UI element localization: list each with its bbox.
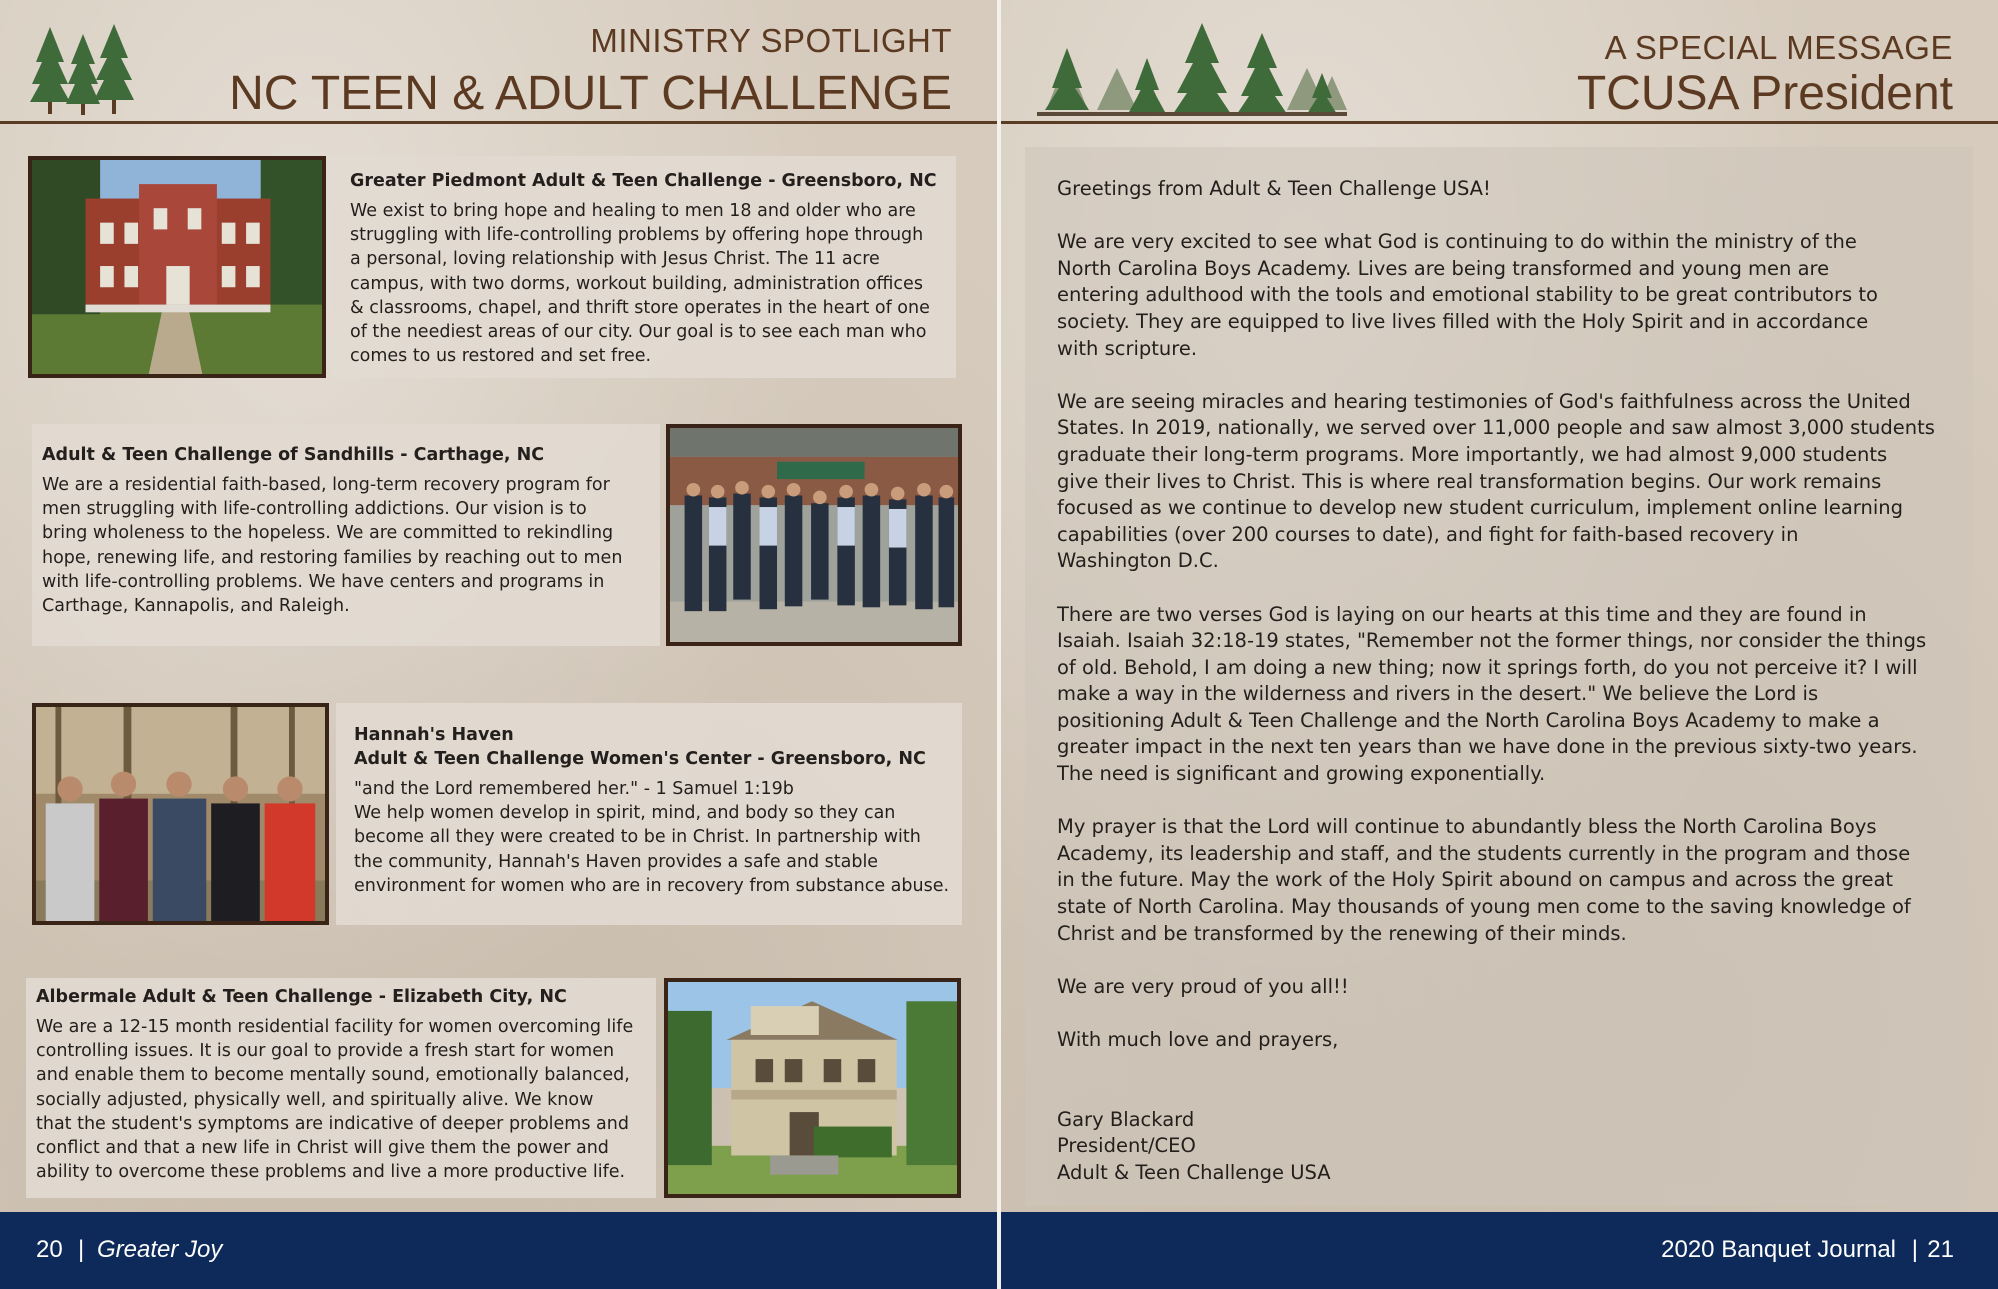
card-body: We exist to bring hope and healing to men 18 and older who are struggling with life-controlling problems by offering hope through a personal, loving relationship with Jesus Christ. The 11 acre campus, with two dorms, workout building, administration offices & classrooms, chapel, and thrift store operates in the heart of one of the neediest areas of our city. Our goal is to see each man who comes to us restored and set free. [350, 201, 930, 367]
letter-line: society. They are equipped to live lives filled with the Holy Spirit and in accordance [1057, 309, 1869, 333]
page-number: 20 [36, 1236, 63, 1263]
header-divider [1001, 121, 1998, 124]
letter-line: Greetings from Adult & Teen Challenge USA! [1057, 177, 1491, 200]
card-title: Adult & Teen Challenge of Sandhills - Carthage, NC [42, 445, 545, 465]
card-body: "and the Lord remembered her." - 1 Samuel 1:19b We help women develop in spirit, mind, and body so they can become all they were created to be in Christ. In partnership with the community, Hannah's Haven provides a safe and stable environment for women who are in recovery from substance abuse. [354, 779, 950, 896]
footer-separator: | [78, 1236, 85, 1263]
letter-closing: With much love and prayers, [1057, 1028, 1339, 1051]
letter-line: make a way in the wilderness and rivers in the desert." We believe the Lord is [1057, 682, 1819, 706]
signature-name: Gary Blackard [1057, 1107, 1195, 1131]
group-photo-men [666, 424, 962, 646]
header-divider [0, 121, 997, 124]
letter-line: focused as we continue to develop new student curriculum, implement online learning [1057, 496, 1903, 520]
letter-line: There are two verses God is laying on our hearts at this time and they are found in [1057, 602, 1867, 626]
letter-line: North Carolina Boys Academy. Lives are being transformed and young men are [1057, 256, 1830, 280]
signature-organization: Adult & Teen Challenge USA [1057, 1160, 1331, 1184]
page-headline: TCUSA President [1576, 67, 1953, 120]
footer-separator: | [1911, 1236, 1918, 1263]
letter-line: give their lives to Christ. This is where real transformation begins. Our work remains [1057, 469, 1882, 493]
house-photo [664, 978, 961, 1198]
page-number: 21 [1927, 1236, 1954, 1263]
section-kicker: A SPECIAL MESSAGE [1604, 29, 1953, 66]
spotlight-card-albermale [26, 978, 656, 1198]
right-page [1001, 0, 1998, 1289]
letter-line: capabilities (over 200 courses to date), and fight for faith-based recovery in [1057, 522, 1799, 546]
card-body: We are a residential faith-based, long-term recovery program for men struggling with life-controlling addictions. Our vision is to bring wholeness to the hopeless. We are committed to rekindling hope, renewing life, and restoring families by reaching out to men with life-controlling problems. We have centers and programs in Carthage, Kannapolis, and Raleigh. [42, 475, 623, 617]
group-photo-women [32, 703, 329, 925]
campus-building-photo [28, 156, 326, 378]
letter-line: graduate their long-term programs. More importantly, we had almost 9,000 students [1057, 442, 1888, 466]
spotlight-card-sandhills [32, 424, 660, 646]
footer-right [1001, 1212, 1998, 1289]
spotlight-card-hannahs-haven [336, 703, 962, 925]
president-letter [1057, 176, 1935, 1187]
publication-name: Greater Joy [97, 1236, 223, 1263]
letter-line: state of North Carolina. May thousands of young men come to the saving knowledge of [1057, 895, 1911, 919]
letter-line: Academy, its leadership and staff, and the students currently in the program and those [1057, 841, 1911, 865]
letter-line: in the future. May the work of the Holy Spirit abound on campus and across the great [1057, 868, 1894, 892]
letter-line: positioning Adult & Teen Challenge and the North Carolina Boys Academy to make a [1057, 708, 1880, 732]
letter-line: greater impact in the next ten years than we have done in the previous sixty-two years. [1057, 735, 1918, 759]
letter-line: entering adulthood with the tools and emotional stability to be great contributors to [1057, 283, 1878, 307]
card-title: Hannah's Haven Adult & Teen Challenge Women's Center - Greensboro, NC [354, 725, 926, 769]
letter-line: with scripture. [1057, 336, 1198, 360]
card-body: We are a 12-15 month residential facility for women overcoming life controlling issues. It is our goal to provide a fresh start for women and enable them to become mentally sound, emotionally balanced, socially adjusted, physically well, and spiritually alive. We know that the student's symptoms are indicative of deeper problems and conflict and that a new life in Christ will give them the power and ability to overcome these problems and live a more productive life. [36, 1017, 634, 1183]
letter-line: My prayer is that the Lord will continue to abundantly bless the North Carolina Boys [1057, 815, 1877, 839]
pine-trees-icon [28, 22, 138, 117]
letter-line: of old. Behold, I am doing a new thing; now it springs forth, do you not perceive it? I will [1057, 655, 1918, 679]
letter-line: We are seeing miracles and hearing testimonies of God's faithfulness across the United [1057, 389, 1911, 413]
letter-line: We are very excited to see what God is continuing to do within the ministry of the [1057, 230, 1857, 254]
letter-line: Washington D.C. [1057, 549, 1219, 573]
card-title: Greater Piedmont Adult & Teen Challenge - Greensboro, NC [350, 171, 937, 191]
letter-line: States. In 2019, nationally, we served over 11,000 people and saw almost 3,000 students [1057, 416, 1935, 440]
publication-name: 2020 Banquet Journal [1661, 1236, 1896, 1263]
letter-line: Isaiah. Isaiah 32:18-19 states, "Remember not the former things, nor consider the things [1057, 629, 1927, 653]
card-title: Albermale Adult & Teen Challenge - Elizabeth City, NC [36, 987, 567, 1007]
page-headline: NC TEEN & ADULT CHALLENGE [229, 67, 952, 120]
footer-left [0, 1212, 997, 1289]
letter-line: We are very proud of you all!! [1057, 974, 1349, 998]
forest-illustration-icon [1037, 18, 1347, 120]
letter-line: The need is significant and growing exponentially. [1057, 762, 1546, 786]
section-kicker: MINISTRY SPOTLIGHT [590, 22, 952, 59]
spotlight-card-greensboro-men [330, 156, 956, 378]
letter-line: Christ and be transformed by the renewing of their minds. [1057, 921, 1627, 945]
signature-title: President/CEO [1057, 1134, 1196, 1158]
left-page [0, 0, 997, 1289]
